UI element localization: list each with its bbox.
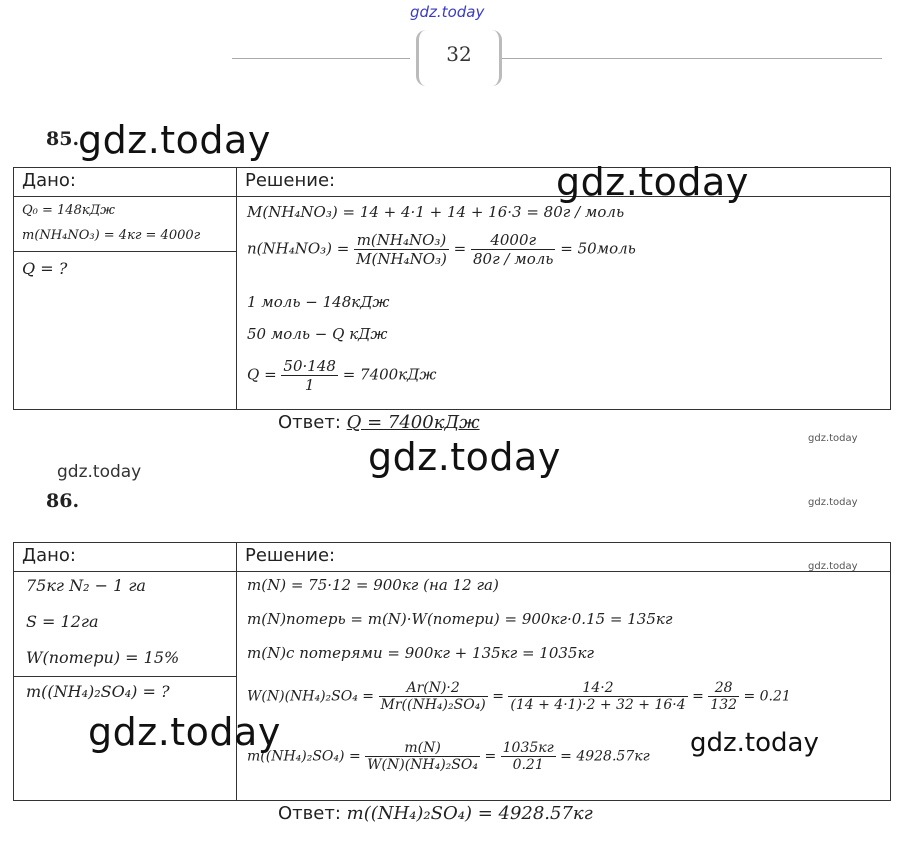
given-86-2: S = 12га <box>26 612 99 631</box>
m-result: = 4928.57кг <box>560 748 650 765</box>
step-ratio-1: 1 моль − 148кДж <box>247 293 390 311</box>
problem-85-table <box>13 167 891 410</box>
m-f1 <box>365 740 480 773</box>
problem-86-table <box>13 542 891 801</box>
step-ratio-2: 50 моль − Q кДж <box>247 325 388 343</box>
watermark-86-left: gdz.today <box>88 710 281 754</box>
watermark-small-1: gdz.today <box>808 433 858 444</box>
header-rule-left <box>232 58 410 59</box>
solution-cell-86 <box>237 572 891 801</box>
header-rule-right <box>502 58 882 59</box>
w-f2-bot: (14 + 4·1)·2 + 32 + 16·4 <box>510 697 686 713</box>
w-f2 <box>508 680 687 713</box>
problem-86-number: 86. <box>46 490 80 512</box>
watermark-85-answer: gdz.today <box>368 435 561 479</box>
q-lhs: Q = <box>247 365 277 384</box>
given-86-3: W(потери) = 15% <box>26 648 180 667</box>
n-frac2-bot: 80г / моль <box>473 250 554 268</box>
step86-m: m((NH₄)₂SO₄) = $\frac{m(N)}{\text{W(N)(NH₄)₂SO₄}}$ = $\frac{1035кг}{0.21}$ = 4928.57кг <box>247 740 650 773</box>
answer-85-value: Q = 7400кДж <box>346 412 480 433</box>
q-frac <box>281 357 338 394</box>
w-result: = 0.21 <box>743 688 791 705</box>
w-f3-top: 28 <box>708 680 739 697</box>
w-f1-bot: Mr((NH₄)₂SO₄) <box>380 697 486 713</box>
watermark-85-right: gdz.today <box>556 160 749 204</box>
given-mass: m(NH₄NO₃) = 4кг = 4000г <box>22 228 201 243</box>
answer-85-label: Ответ: <box>278 412 341 433</box>
page-number: 32 <box>446 42 472 66</box>
n-frac1-bot: M(NH₄NO₃) <box>356 250 447 268</box>
given-divider-86 <box>14 676 236 677</box>
page-number-box <box>416 30 502 86</box>
step86-1: m(N) = 75·12 = 900кг (на 12 га) <box>247 576 499 594</box>
watermark-medium: gdz.today <box>57 462 142 482</box>
m-f2-bot: 0.21 <box>512 757 544 773</box>
answer-86 <box>278 803 593 824</box>
n-frac2-top: 4000г <box>471 231 555 250</box>
given-divider <box>14 251 236 252</box>
step86-3: m(N)с потерями = 900кг + 135кг = 1035кг <box>247 644 595 662</box>
n-frac1 <box>354 231 449 268</box>
problem-85-number: 85. <box>46 128 80 150</box>
w-f3-bot: 132 <box>710 697 738 713</box>
watermark-small-3: gdz.today <box>808 561 858 572</box>
step86-w: W(N)(NH₄)₂SO₄ = $\frac{Ar(N)\cdot 2}{\text{Mr((NH₄)₂SO₄)}}$ = $\frac{14\cdot 2}{(14 + 4\cdot 1)\cdot 2 + 32 + 16\cdot 4}$ = $\frac{28}{132}$ = 0.21 <box>247 680 791 713</box>
m-f1-bot: W(N)(NH₄)₂SO₄ <box>367 757 478 773</box>
solution-header-86: Решение: <box>237 543 891 572</box>
q-frac-bot: 1 <box>304 376 315 394</box>
q-result: = 7400кДж <box>342 365 437 384</box>
answer-85 <box>278 412 480 433</box>
given-cell-86 <box>14 572 237 801</box>
find-q: Q = ? <box>22 259 68 278</box>
m-f2-top: 1035кг <box>502 740 554 756</box>
w-f1 <box>379 680 488 713</box>
solution-cell <box>237 197 891 410</box>
n-result: = 50моль <box>560 239 636 258</box>
given-header-86: Дано: <box>14 543 237 572</box>
m-f2 <box>501 740 556 773</box>
given-q0: Q₀ = 148кДж <box>22 203 115 218</box>
q-frac-top: 50·148 <box>283 357 336 375</box>
answer-86-value: m((NH₄)₂SO₄) = 4928.57кг <box>346 803 593 824</box>
step-q <box>247 357 436 394</box>
n-frac1-top: m(NH₄NO₃) <box>354 231 449 250</box>
find-86: m((NH₄)₂SO₄) = ? <box>26 682 170 701</box>
given-header: Дано: <box>14 168 237 197</box>
m-lhs: m((NH₄)₂SO₄) = <box>247 748 361 765</box>
n-frac2 <box>471 231 555 268</box>
n-lhs: n(NH₄NO₃) = <box>247 239 350 258</box>
w-f1-top: Ar(N)·2 <box>379 680 488 697</box>
w-f3 <box>708 680 739 713</box>
watermark-top: gdz.today <box>410 3 485 21</box>
watermark-small-2: gdz.today <box>808 497 858 508</box>
step-moles: n(NH₄NO₃) = $\frac{\text{m(NH₄NO₃)}}{\text{M(NH₄NO₃)}}$ = $\frac{4000г}{\text{80г / моль}}$ = 50моль <box>247 231 636 268</box>
watermark-86-right: gdz.today <box>690 728 819 758</box>
m-f1-top: m(N) <box>365 740 480 757</box>
answer-86-label: Ответ: <box>278 803 341 824</box>
w-f2-top: 14·2 <box>508 680 687 697</box>
step86-2: m(N)потерь = m(N)·W(потери) = 900кг·0.15 = 135кг <box>247 610 673 628</box>
given-86-1: 75кг N₂ − 1 га <box>26 576 146 595</box>
watermark-85-title: gdz.today <box>78 118 271 162</box>
given-cell <box>14 197 237 410</box>
solution-header: Решение: <box>237 168 891 197</box>
w-lhs: W(N)(NH₄)₂SO₄ = <box>247 688 375 705</box>
step-molar-mass: M(NH₄NO₃) = 14 + 4·1 + 14 + 16·3 = 80г / моль <box>247 203 625 221</box>
